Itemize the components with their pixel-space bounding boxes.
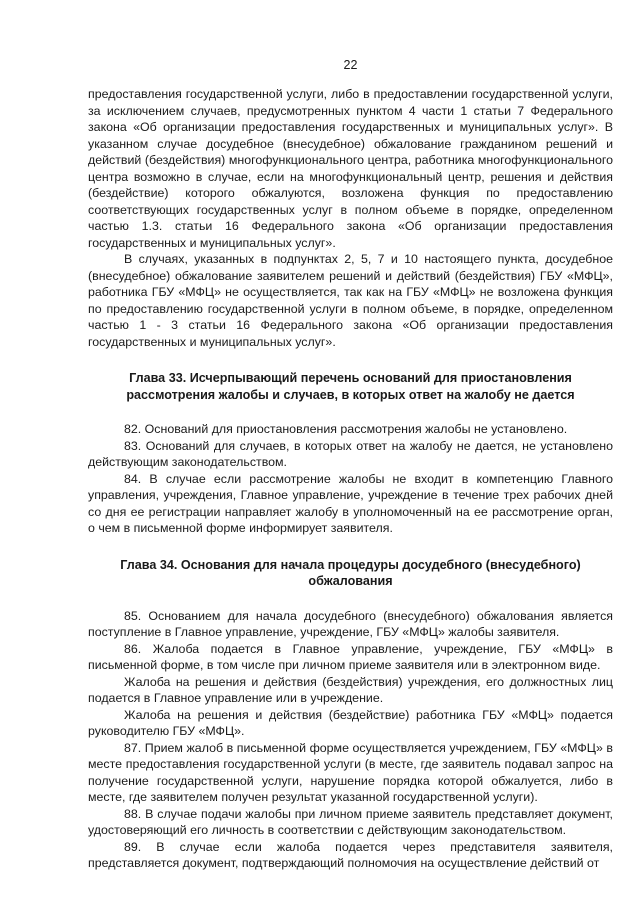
paragraph-87: 87. Прием жалоб в письменной форме осуществляется учреждением, ГБУ «МФЦ» в месте предоставления государственной услуги (в месте, где заявитель подавал запрос на получение государственной услуги, нарушение порядка которой обжалуется, либо в месте, где заявителем получен результат указанной государственной услуги).	[88, 740, 613, 804]
paragraph-84: 84. В случае если рассмотрение жалобы не входит в компетенцию Главного управления, учреждения, Главное управление, учреждение в течение трех рабочих дней со дня ее регистрации направляет жалобу в уполномоченный на ее рассмотрение орган, о чем в письменной форме информирует заявителя.	[88, 471, 613, 535]
paragraph-85: 85. Основанием для начала досудебного (внесудебного) обжалования является поступление в Главное управление, учреждение, ГБУ «МФЦ» жалобы заявителя.	[88, 608, 613, 639]
spacer	[88, 590, 613, 608]
paragraph-83: 83. Оснований для случаев, в которых ответ на жалобу не дается, не установлено действующим законодательством.	[88, 438, 613, 469]
paragraph-mfc-exclusion: В случаях, указанных в подпунктах 2, 5, 7 и 10 настоящего пункта, досудебное (внесудебное) обжалование заявителем решений и действий (бездействия) ГБУ «МФЦ», работника ГБУ «МФЦ» не осуществляется, так как на ГБУ «МФЦ» не возложена функция по предоставлению государственной услуги в полном объеме, в порядке, определенном частью 1 - 3 статьи 16 Федерального закона «Об организации предоставления государственных и муниципальных услуг».	[88, 252, 613, 349]
paragraph-86-mfc: Жалоба на решения и действия (бездействие) работника ГБУ «МФЦ» подается руководителю ГБУ «МФЦ».	[88, 707, 613, 738]
chapter-33-heading: Глава 33. Исчерпывающий перечень оснований для приостановления рассмотрения жалобы и случаев, в которых ответ на жалобу не дается	[126, 371, 575, 402]
paragraph-continuation: предоставления государственной услуги, либо в предоставлении государственной услуги, за исключением случаев, предусмотренных пунктом 4 части 1 статьи 7 Федерального закона «Об организации предоставления государственных и муниципальных услуг». В указанном случае досудебное (внесудебное) обжалование гражданином решений и действий (бездействия) многофункционального центра, работника многофункционального центра возможно в случае, если на многофункциональный центр, решения и действия (бездействие) которого обжалуются, возложена функция по предоставлению соответствующих государственных услуг в полном объеме в порядке, определенном частью 1.3. статьи 16 Федерального закона «Об организации предоставления государственных и муниципальных услуг».	[88, 87, 613, 250]
paragraph-86: 86. Жалоба подается в Главное управление, учреждение, ГБУ «МФЦ» в письменной форме, в том числе при личном приеме заявителя или в электронном виде.	[88, 641, 613, 672]
paragraph-89: 89. В случае если жалоба подается через представителя заявителя, представляется документ, подтверждающий полномочия на осуществление действий от	[88, 839, 613, 870]
spacer	[88, 403, 613, 421]
spacer	[88, 350, 613, 370]
spacer	[88, 537, 613, 557]
paragraph-86-institution: Жалоба на решения и действия (бездействия) учреждения, его должностных лиц подается в Главное управление или в учреждение.	[88, 674, 613, 705]
paragraph-82: 82. Оснований для приостановления рассмотрения жалобы не установлено.	[124, 422, 568, 436]
paragraph-88: 88. В случае подачи жалобы при личном приеме заявитель представляет документ, удостоверяющий его личность в соответствии с действующим законодательством.	[88, 806, 613, 837]
page-number: 22	[343, 58, 358, 72]
chapter-34-heading: Глава 34. Основания для начала процедуры досудебного (внесудебного) обжалования	[120, 557, 581, 588]
